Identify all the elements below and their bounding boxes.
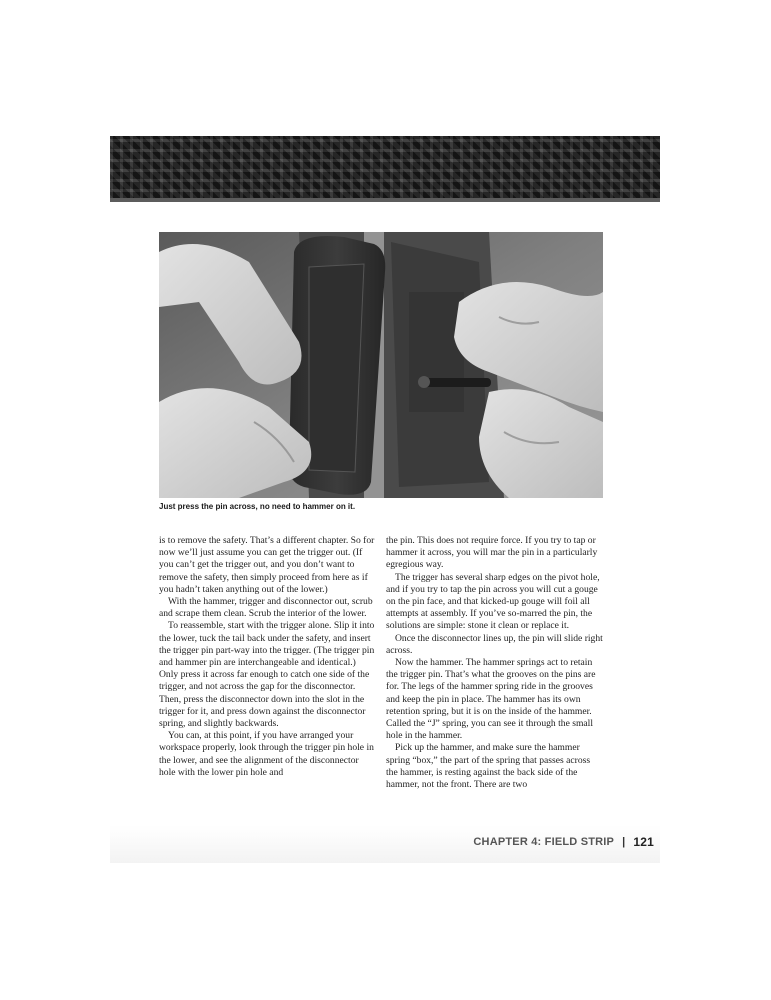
paragraph: Pick up the hammer, and make sure the hammer spring “box,” the part of the spring that passes across the hammer, is resting against the back side of the hammer, not the front. There are two (386, 742, 591, 791)
paragraph: is to remove the safety. That’s a different chapter. So for now we’ll just assume you can get the trigger out. (If you can’t get the trigger out, and you don’t want to remove the safety, then simply proceed from here as if you hadn’t taken anything out of the lower.) (159, 535, 375, 595)
paragraph: With the hammer, trigger and disconnector out, scrub and scrape them clean. Scrub the interior of the lower. (159, 596, 373, 620)
footer-separator: | (622, 836, 626, 848)
chapter-header-band (110, 136, 660, 202)
paragraph: You can, at this point, if you have arranged your workspace properly, look through the trigger pin hole in the lower, and see the alignment of the disconnector hole with the lower pin hole and (159, 730, 374, 778)
photo-illustration (159, 232, 603, 498)
chapter-title: CHAPTER 4: FIELD STRIP (473, 836, 615, 848)
figure-caption: Just press the pin across, no need to hammer on it. (159, 502, 356, 511)
body-column-left (159, 535, 377, 779)
figure-photo (159, 232, 603, 498)
paragraph: To reassemble, start with the trigger alone. Slip it into the lower, tuck the tail back under the safety, and insert the trigger pin part-way into the trigger. (The trigger pin and hammer pin are interchangeable and identical.) Only press it across far enough to catch one side of the trigger, and not across the gap for the disconnector. Then, press the disconnector down into the slot in the trigger for it, and press down against the disconnector spring, and slightly backwards. (159, 620, 375, 730)
paragraph: Once the disconnector lines up, the pin will slide right across. (386, 632, 603, 656)
paragraph: Now the hammer. The hammer springs act to retain the trigger pin. That’s what the grooves on the pins are for. The legs of the hammer spring ride in the grooves and keep the pin in place. The hammer has its own retention spring, but it is on the inside of the hammer. Called the “J” spring, you can see it through the small hole in the hammer. (386, 657, 596, 742)
paragraph: The trigger has several sharp edges on the pivot hole, and if you try to tap the pin across you will cut a gouge on the pin face, and that kicked-up gouge will foil all attempts at assembly. If you’ve so-marred the pin, the solutions are simple: stone it clean or replace it. (386, 571, 600, 632)
page-number: 121 (633, 835, 654, 849)
body-column-right (386, 535, 604, 791)
paragraph: the pin. This does not require force. If you try to tap or hammer it across, you will mar the pin in a particularly egregious way. (386, 535, 598, 571)
running-footer (473, 834, 654, 850)
